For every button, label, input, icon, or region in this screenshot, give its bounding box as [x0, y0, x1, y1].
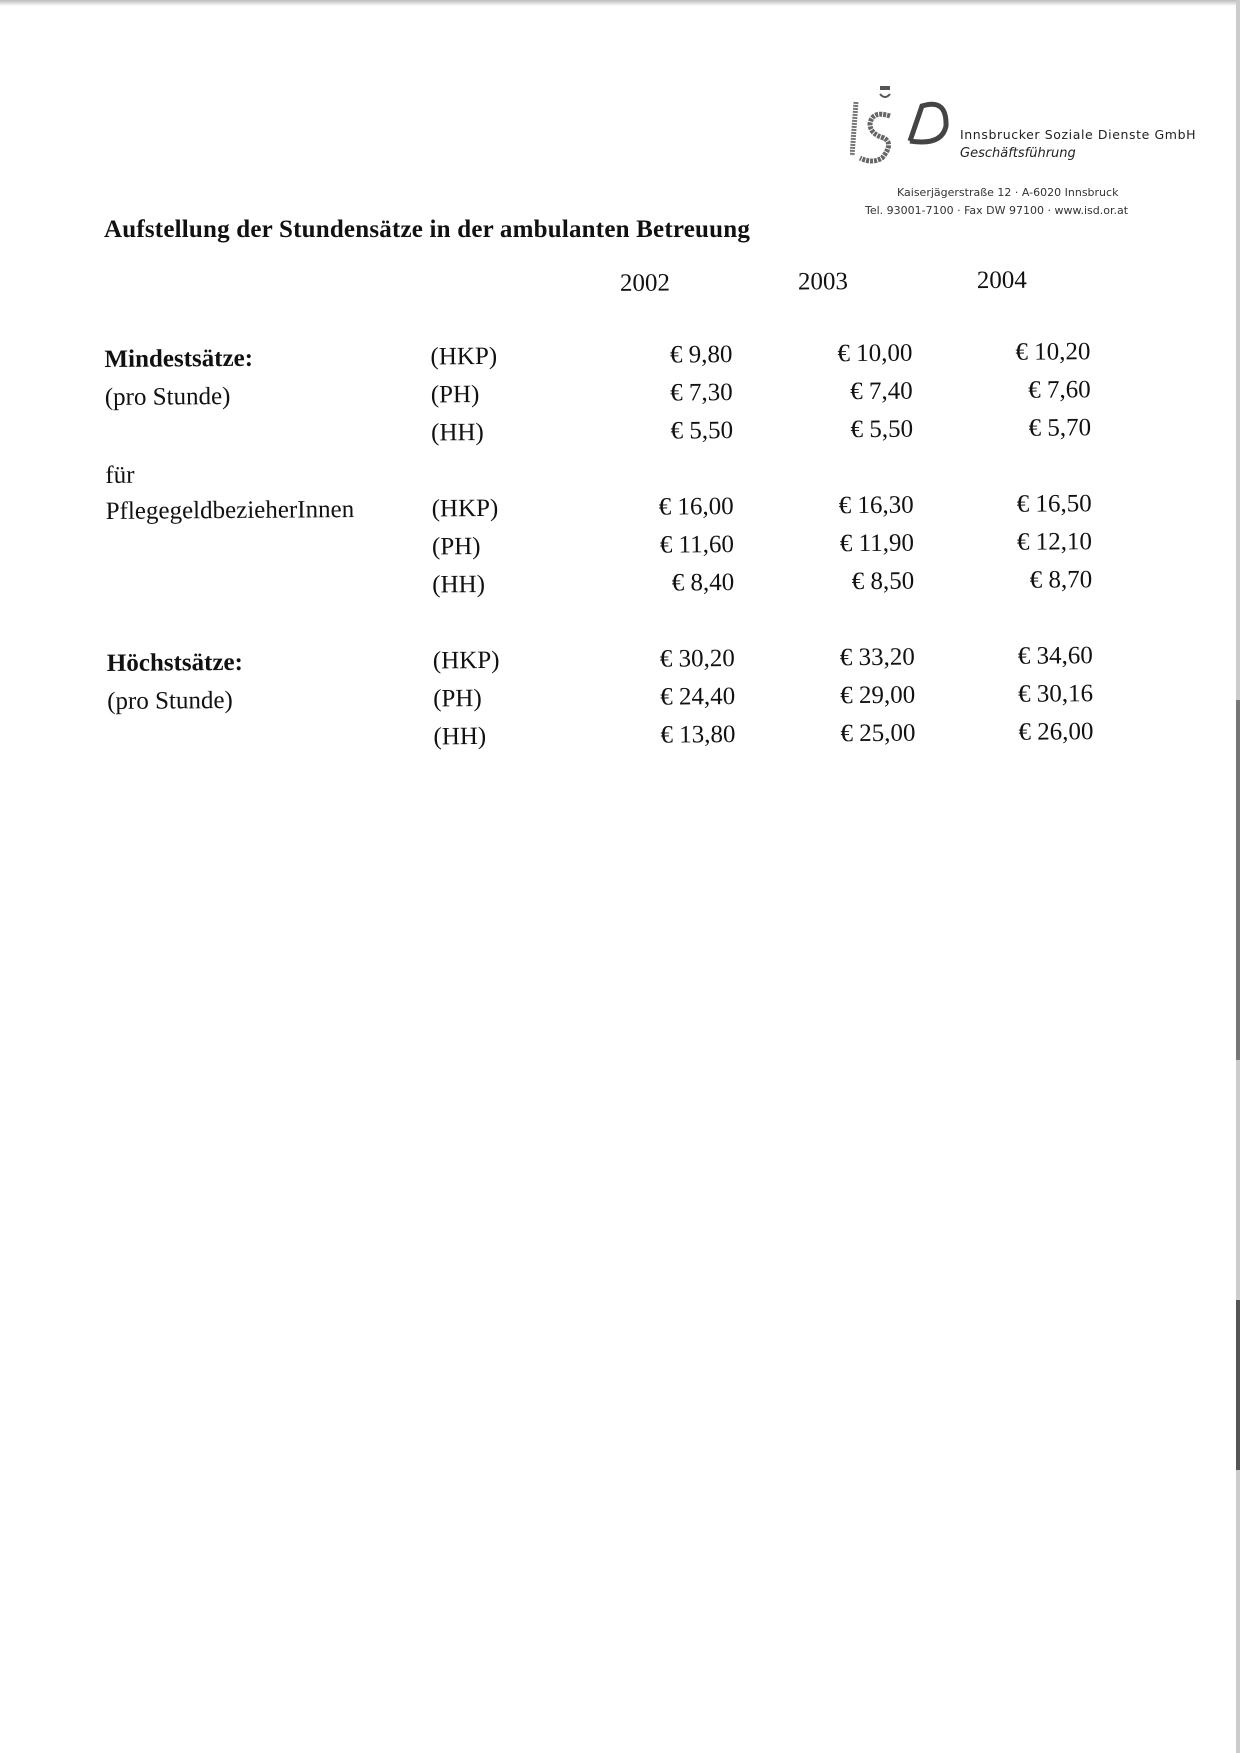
rate-value: € 5,70	[1028, 414, 1092, 442]
contact-line: Tel. 93001-7100 · Fax DW 97100 · www.isd.or.at	[865, 204, 1129, 217]
scan-edge-right-dark	[1236, 1300, 1240, 1470]
rate-value: € 24,40	[660, 683, 736, 711]
rates-table	[0, 0, 1240, 801]
rate-value: € 13,80	[660, 721, 736, 749]
rate-type: (HH)	[430, 418, 484, 447]
rate-value: € 5,50	[850, 415, 914, 444]
rate-value: € 29,00	[840, 681, 916, 710]
address: Kaiserjägerstraße 12 · A-6020 Innsbruck	[897, 186, 1119, 199]
rate-type: (HH)	[432, 570, 486, 599]
rate-type: (PH)	[430, 381, 480, 409]
rate-type: (HKP)	[430, 342, 498, 371]
year-header: 2004	[976, 266, 1027, 295]
rate-value: € 16,00	[658, 493, 734, 521]
section-sublabel: (pro Stunde)	[104, 382, 231, 411]
rate-value: € 11,90	[839, 529, 915, 558]
rate-value: € 30,20	[659, 645, 735, 673]
rate-type: (PH)	[433, 685, 482, 713]
section-label: Mindestsätze:	[104, 344, 254, 373]
rate-value: € 34,60	[1017, 642, 1093, 670]
section-sublabel: PflegegeldbezieherInnen	[105, 496, 355, 525]
rate-type: (HH)	[433, 722, 487, 751]
rate-value: € 25,00	[840, 719, 916, 748]
rate-value: € 9,80	[669, 341, 733, 369]
rate-value: € 10,20	[1015, 338, 1091, 366]
rate-value: € 7,40	[850, 377, 913, 406]
rate-value: € 30,16	[1018, 680, 1094, 708]
rate-value: € 10,00	[837, 339, 913, 368]
rate-value: € 7,60	[1028, 376, 1091, 404]
document-title: Aufstellung der Stundensätze in der ambulanten Betreuung	[104, 216, 751, 243]
rate-value: € 8,70	[1029, 566, 1093, 594]
rate-value: € 5,50	[670, 417, 734, 445]
rate-value: € 16,30	[838, 491, 914, 520]
rate-type: (HKP)	[431, 494, 499, 523]
department: Geschäftsführung	[960, 146, 1076, 161]
rate-value: € 7,30	[670, 379, 733, 407]
rate-value: € 8,50	[851, 567, 915, 596]
rate-value: € 33,20	[839, 643, 915, 672]
rate-value: € 8,40	[671, 569, 735, 597]
year-header: 2002	[619, 269, 670, 297]
rate-value: € 12,10	[1016, 528, 1093, 556]
section-label: für	[105, 461, 135, 489]
section-sublabel: (pro Stunde)	[107, 686, 233, 715]
year-header: 2003	[797, 268, 848, 296]
rate-value: € 11,60	[659, 531, 735, 559]
rate-value: € 26,00	[1018, 718, 1094, 746]
section-label: Höchstsätze:	[106, 648, 244, 677]
rate-value: € 16,50	[1016, 490, 1092, 518]
rate-type: (HKP)	[432, 646, 500, 675]
company-name: Innsbrucker Soziale Dienste GmbH	[960, 127, 1197, 142]
rate-type: (PH)	[431, 533, 481, 561]
